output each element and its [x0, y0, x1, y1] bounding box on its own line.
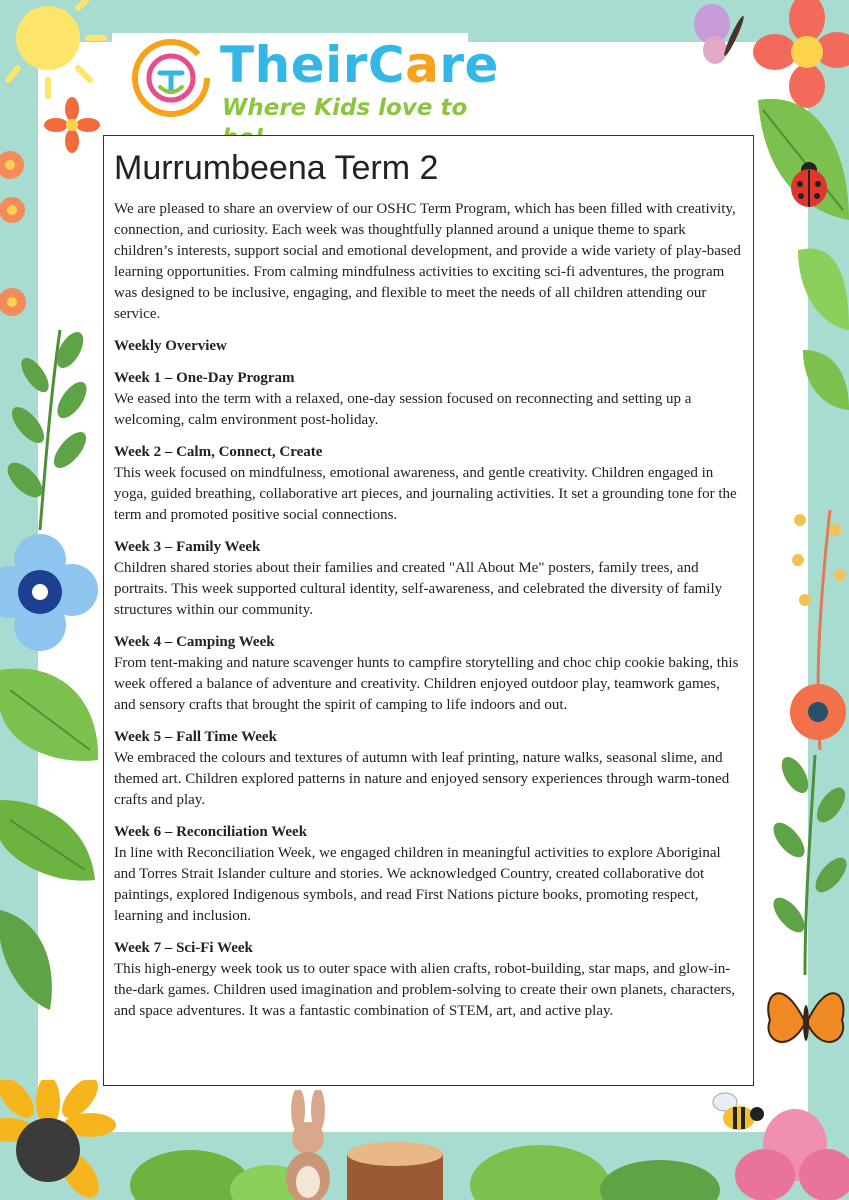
logo-title: TheirCare [220, 36, 499, 94]
week-description: Children shared stories about their families and created "All About Me" posters, family trees, and portraits. This week supported cultural identity, self-awareness, and celebrated the diversity of family structures within our community. [114, 560, 723, 618]
week-section [114, 822, 743, 927]
week-section [114, 938, 743, 1022]
week-section [114, 442, 743, 526]
logo-smiley-icon [130, 37, 212, 119]
week-description: In line with Reconciliation Week, we engaged children in meaningful activities to explore Aboriginal and Torres Strait Islander culture and stories. We acknowledged Country, created collaborative dot paintings, explored Indigenous symbols, and read First Nations picture books, promoting respect, learning and inclusion. [114, 845, 721, 924]
week-section [114, 632, 743, 716]
page-title: Murrumbeena Term 2 [114, 149, 439, 187]
flower-icon [0, 145, 40, 235]
logo-tagline: Where Kids love to [222, 95, 468, 121]
flower-icon [42, 95, 102, 155]
week-section [114, 537, 743, 621]
leaf-icon [738, 90, 849, 420]
bunny-icon [278, 1090, 340, 1200]
week-description: This high-energy week took us to outer space with alien crafts, robot-building, star maps, and glow-in-the-dark games. Children used imagination and problem-solving to create their own planets, characters, and space adventures. It was a fantastic combination of STEM, art, and active play. [114, 961, 736, 1019]
intro-paragraph: We are pleased to share an overview of our OSHC Term Program, which has been filled with creativity, connection, and curiosity. Each week was thoughtfully planned around a unique theme to spark children’s interests, support social and emotional development, and provide a wide variety of play-based learning opportunities. From calming mindfulness activities to exciting sci-fi adventures, the program was designed to be inclusive, engaging, and flexible to meet the needs of all children attending our service. [114, 201, 741, 322]
week-title: Week 6 – Reconciliation Week [114, 824, 308, 840]
sun-icon [0, 0, 110, 110]
week-description: From tent-making and nature scavenger hunts to campfire storytelling and choc chip cookie baking, this week offered a balance of adventure and creativity. Children enjoyed outdoor play, teamwork games, and sensory crafts that brought the spirit of camping to life indoors and out. [114, 655, 739, 713]
flower-icon [0, 530, 105, 665]
week-title: Week 4 – Camping Week [114, 634, 275, 650]
flower-icon [780, 500, 849, 750]
tree-stump-icon [340, 1140, 450, 1200]
content-panel [103, 135, 754, 1086]
week-section [114, 368, 743, 431]
week-description: We embraced the colours and textures of autumn with leaf printing, nature walks, seasonal slime, and themed art. Children explored patterns in nature and enjoyed sensory experiences through warm-toned crafts and play. [114, 750, 730, 808]
butterfly-icon [762, 975, 849, 1065]
week-section [114, 727, 743, 811]
ladybug-icon [785, 158, 833, 210]
flower-icon [735, 1105, 849, 1200]
sunflower-icon [0, 1080, 130, 1200]
week-title: Week 7 – Sci-Fi Week [114, 940, 253, 956]
week-description: We eased into the term with a relaxed, one-day session focused on reconnecting and setting up a welcoming, calm environment post-holiday. [114, 391, 692, 428]
week-title: Week 2 – Calm, Connect, Create [114, 444, 323, 460]
week-title: Week 3 – Family Week [114, 539, 261, 555]
leaf-icon [0, 900, 60, 1050]
leaf-icon [0, 320, 100, 530]
week-title: Week 5 – Fall Time Week [114, 729, 277, 745]
logo [112, 33, 499, 129]
section-heading: Weekly Overview [114, 338, 227, 354]
week-title: Week 1 – One-Day Program [114, 370, 295, 386]
leaf-icon [765, 745, 849, 975]
week-description: This week focused on mindfulness, emotional awareness, and gentle creativity. Children engaged in yoga, guided breathing, collaborative art pieces, and journaling activities. It set a grounding tone for the term and promoted positive social connections. [114, 465, 737, 523]
